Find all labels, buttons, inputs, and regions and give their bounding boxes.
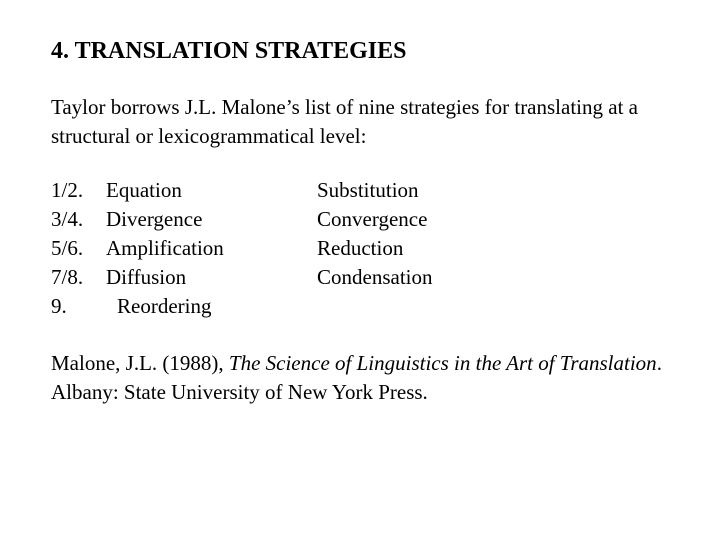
strategy-number: 9.	[51, 294, 67, 318]
strategy-first: Equation	[106, 178, 182, 202]
strategy-second: Condensation	[317, 265, 433, 289]
reference-publisher: . Albany: State University of New York Press.	[51, 351, 662, 404]
strategy-second: Substitution	[317, 178, 419, 202]
strategy-number: 5/6.	[51, 236, 84, 260]
strategy-number: 1/2.	[51, 178, 84, 202]
reference-citation	[51, 349, 701, 407]
reference-authors: Malone, J.L. (1988),	[51, 351, 224, 375]
strategy-first: Reordering	[117, 294, 212, 318]
reference-book-title: The Science of Linguistics in the Art of Translation	[228, 351, 657, 375]
strategy-number: 7/8.	[51, 265, 84, 289]
slide-title: 4. TRANSLATION STRATEGIES	[51, 38, 407, 64]
strategy-first: Amplification	[106, 236, 224, 260]
strategy-first: Diffusion	[106, 265, 187, 289]
intro-paragraph: Taylor borrows J.L. Malone’s list of nine strategies for translating at a structural or lexicogrammatical level:	[51, 95, 638, 148]
strategy-second: Reduction	[317, 236, 404, 260]
strategy-number: 3/4.	[51, 207, 84, 231]
strategy-first: Divergence	[106, 207, 203, 231]
strategy-second: Convergence	[317, 207, 428, 231]
